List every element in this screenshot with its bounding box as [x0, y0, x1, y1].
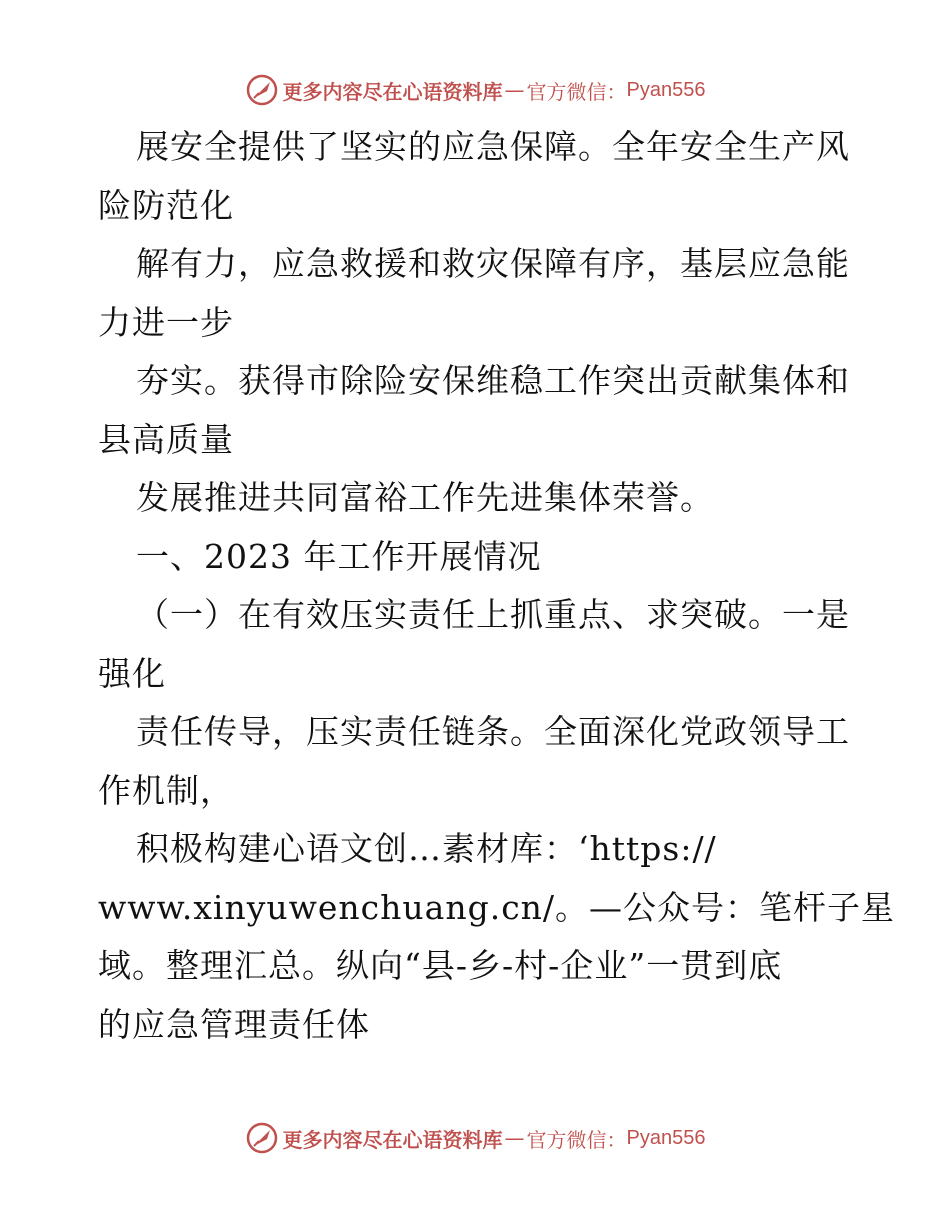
- header-dash: —: [504, 78, 525, 102]
- footer-wechat-handle: Pyan556: [626, 1126, 706, 1149]
- body-text-line: 发展推进共同富裕工作先进集体荣誉。: [136, 478, 714, 517]
- quill-logo-icon: [245, 73, 279, 107]
- header-watermark: [0, 70, 950, 110]
- body-text-line: 险防范化: [98, 185, 234, 225]
- body-text-line: （一）在有效压实责任上抓重点、求突破。一是: [136, 595, 850, 634]
- body-text-line: 强化: [98, 653, 166, 693]
- header-wechat-label: 官方微信：: [526, 79, 627, 104]
- header-wechat-handle: Pyan556: [626, 78, 706, 101]
- footer-wechat-label: 官方微信：: [526, 1127, 627, 1152]
- body-text-line: 力进一步: [98, 302, 234, 342]
- body-text-line: 夯实。获得市除险安保维稳工作突出贡献集体和: [136, 361, 850, 400]
- body-text-line: 的应急管理责任体: [98, 1004, 370, 1044]
- footer-brand-text: 更多内容尽在心语资料库: [282, 1127, 503, 1152]
- footer-dash: —: [504, 1126, 525, 1150]
- body-text-line: 一、2023 年工作开展情况: [136, 536, 542, 576]
- body-text-line: 积极构建心语文创…素材库：‘https://: [136, 829, 717, 868]
- body-text-line: www.xinyuwenchuang.cn/。—公众号：笔杆子星: [98, 887, 896, 927]
- header-brand-text: 更多内容尽在心语资料库: [282, 79, 503, 104]
- body-text-line: 作机制，: [98, 770, 234, 810]
- body-text-line: 责任传导，压实责任链条。全面深化党政领导工: [136, 712, 850, 751]
- body-text-line: 展安全提供了坚实的应急保障。全年安全生产风: [136, 127, 850, 166]
- quill-logo-icon: [245, 1121, 279, 1155]
- body-text-line: 域。整理汇总。纵向“县-乡-村-企业”一贯到底: [98, 946, 783, 985]
- body-text-line: 县高质量: [98, 419, 234, 459]
- footer-watermark: [0, 1118, 950, 1158]
- body-text-line: 解有力，应急救援和救灾保障有序，基层应急能: [136, 244, 850, 283]
- document-body: [98, 118, 896, 1054]
